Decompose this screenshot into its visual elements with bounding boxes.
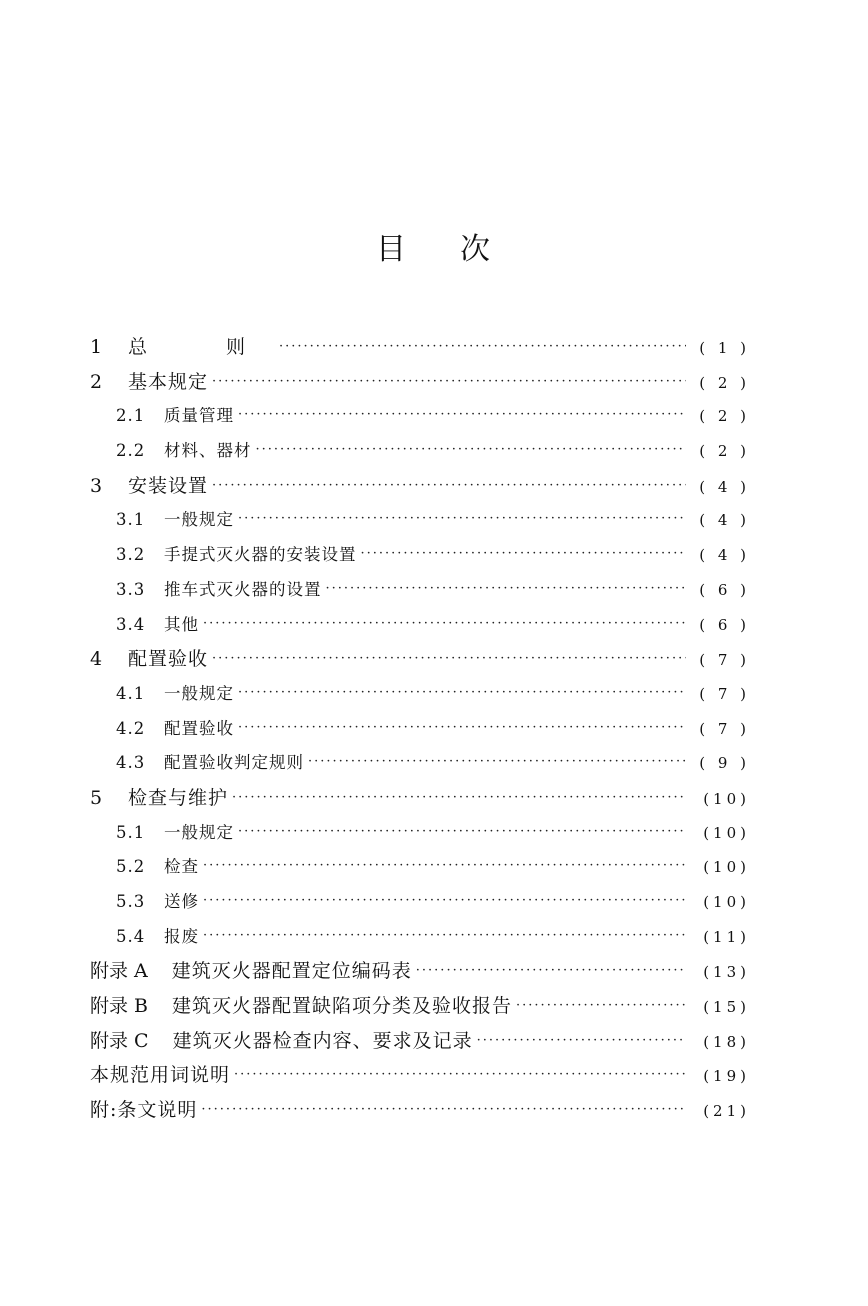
toc-entry-number: 5 [90, 786, 103, 809]
toc-entry[interactable] [90, 399, 750, 434]
toc-entry[interactable] [90, 503, 750, 538]
toc-entry[interactable] [90, 573, 750, 608]
dot-leader [279, 330, 686, 365]
dot-leader [256, 434, 687, 468]
toc-entry-page: ( 1 ) [699, 339, 750, 357]
toc-entry-number: 5.1 [116, 822, 146, 842]
toc-entry-label: 建筑灭火器检查内容、要求及记录 [172, 1029, 473, 1052]
toc-entry[interactable] [90, 781, 750, 816]
toc-entry-label: 配置验收 [128, 648, 209, 671]
dot-leader [203, 608, 686, 642]
toc-entry-label: 检查与维护 [128, 786, 229, 809]
toc-entry-number: 5.3 [116, 892, 146, 911]
toc-entry-page: ( 7 ) [699, 719, 750, 738]
dot-leader [238, 816, 686, 850]
toc-entry-label: 本规范用词说明 [90, 1064, 231, 1087]
toc-entry-page: (13) [703, 963, 750, 982]
toc-entry[interactable] [90, 954, 750, 989]
toc-entry[interactable] [90, 989, 750, 1024]
toc-entry-page: ( 7 ) [699, 684, 750, 703]
dot-leader [238, 399, 686, 433]
dot-leader [212, 365, 686, 400]
toc-entry-page: ( 4 ) [699, 546, 750, 565]
dot-leader [238, 677, 686, 711]
toc-entry-label: 一般规定 [164, 822, 234, 842]
toc-entry-page: ( 7 ) [699, 651, 750, 670]
toc-entry-page: (19) [703, 1067, 750, 1086]
toc-entry[interactable] [90, 1024, 750, 1059]
toc-entry-label: 建筑灭火器配置定位编码表 [171, 960, 412, 983]
toc-entry-label: 安装设置 [128, 474, 209, 497]
title-char-1: 目 [376, 232, 408, 267]
toc-entry-page: (10) [703, 858, 750, 877]
toc-entry[interactable] [90, 746, 750, 781]
toc-entry[interactable] [90, 642, 750, 677]
dot-leader [203, 885, 686, 919]
toc-entry[interactable] [90, 1058, 750, 1093]
toc-entry[interactable] [90, 920, 750, 955]
dot-leader [238, 712, 686, 746]
dot-leader [477, 1024, 686, 1059]
toc-entry-page: (18) [703, 1032, 750, 1051]
toc-entry-page: (10) [703, 789, 750, 808]
dot-leader [201, 1093, 686, 1128]
toc-entry[interactable] [90, 850, 750, 885]
toc-entry-number: 附录 B [90, 995, 149, 1018]
toc-entry-number: 3.2 [116, 545, 146, 565]
toc-entry-page: ( 2 ) [699, 442, 750, 461]
toc-entry-number: 2.1 [116, 406, 146, 426]
toc-entry-label: 总 则 [128, 336, 276, 358]
toc-entry-label: 配置验收 [164, 718, 234, 738]
toc-entry-label: 其他 [164, 614, 199, 634]
toc-entry-number: 5.4 [116, 926, 146, 946]
toc-entry-page: (11) [703, 927, 750, 946]
toc-entry-number: 3.1 [116, 510, 146, 530]
toc-entry-label: 基本规定 [128, 370, 209, 393]
toc-entry-number: 2 [90, 370, 103, 393]
toc-entry[interactable] [90, 434, 750, 469]
toc-entry-label: 送修 [164, 892, 199, 911]
dot-leader [238, 503, 686, 537]
toc-entry[interactable] [90, 330, 750, 365]
toc-entry-number: 4.3 [116, 753, 146, 773]
toc-entry-number: 3 [90, 474, 103, 497]
toc-entry[interactable] [90, 885, 750, 920]
toc-entry-page: ( 6 ) [699, 580, 750, 599]
toc-entry-label: 材料、器材 [164, 441, 252, 461]
toc-entry-label: 建筑灭火器配置缺陷项分类及验收报告 [172, 995, 513, 1018]
toc-entry-page: ( 4 ) [699, 477, 750, 496]
title-char-2: 次 [460, 232, 492, 267]
toc-entry[interactable] [90, 1093, 750, 1128]
dot-leader [516, 989, 686, 1024]
dot-leader [326, 573, 687, 607]
toc-entry-page: ( 2 ) [699, 373, 750, 392]
toc-entry[interactable] [90, 608, 750, 643]
dot-leader [212, 469, 686, 504]
toc-entry-label: 一般规定 [164, 510, 234, 530]
toc-entry[interactable] [90, 677, 750, 712]
toc-entry-number: 5.2 [116, 857, 146, 877]
dot-leader [308, 746, 686, 780]
toc-entry-number: 4.1 [116, 683, 146, 703]
dot-leader [234, 1058, 686, 1093]
toc-entry-number: 3.4 [116, 614, 146, 634]
dot-leader [203, 920, 686, 954]
toc-entry-number: 附录 A [90, 960, 148, 983]
toc-entry-page: ( 4 ) [699, 511, 750, 530]
toc-entry-page: (10) [703, 823, 750, 842]
toc-entry-label: 一般规定 [164, 683, 234, 703]
toc-entry-number: 4.2 [116, 718, 146, 738]
toc-entry-page: ( 9 ) [699, 754, 750, 773]
toc-entry-page: (10) [703, 893, 750, 911]
toc-entry-page: ( 6 ) [699, 615, 750, 634]
dot-leader [203, 850, 686, 884]
toc-entry-number: 2.2 [116, 441, 146, 461]
toc-entry-page: (21) [703, 1102, 750, 1121]
toc-entry-number: 4 [90, 648, 103, 671]
dot-leader [212, 642, 686, 677]
toc-entry-number: 1 [90, 336, 103, 358]
toc-entry-page: ( 2 ) [699, 407, 750, 426]
dot-leader [361, 538, 687, 572]
toc-entry-label: 附:条文说明 [90, 1099, 198, 1122]
toc-entry-label: 质量管理 [164, 406, 234, 426]
toc-entry[interactable] [90, 816, 750, 851]
toc-entry[interactable] [90, 538, 750, 573]
toc-entry[interactable] [90, 469, 750, 504]
dot-leader [416, 954, 686, 989]
toc-entry-page: (15) [703, 998, 750, 1017]
toc-entry-number: 3.3 [116, 579, 146, 599]
toc-entry-label: 报废 [164, 926, 199, 946]
toc-entry-label: 推车式灭火器的设置 [164, 579, 322, 599]
page-title [0, 224, 868, 268]
toc-entry-label: 检查 [164, 857, 199, 877]
dot-leader [232, 781, 686, 816]
table-of-contents [90, 330, 750, 1128]
toc-entry-label: 手提式灭火器的安装设置 [164, 545, 357, 565]
toc-entry[interactable] [90, 365, 750, 400]
toc-entry-label: 配置验收判定规则 [164, 753, 304, 773]
toc-entry-number: 附录 C [90, 1029, 149, 1052]
toc-entry[interactable] [90, 712, 750, 747]
